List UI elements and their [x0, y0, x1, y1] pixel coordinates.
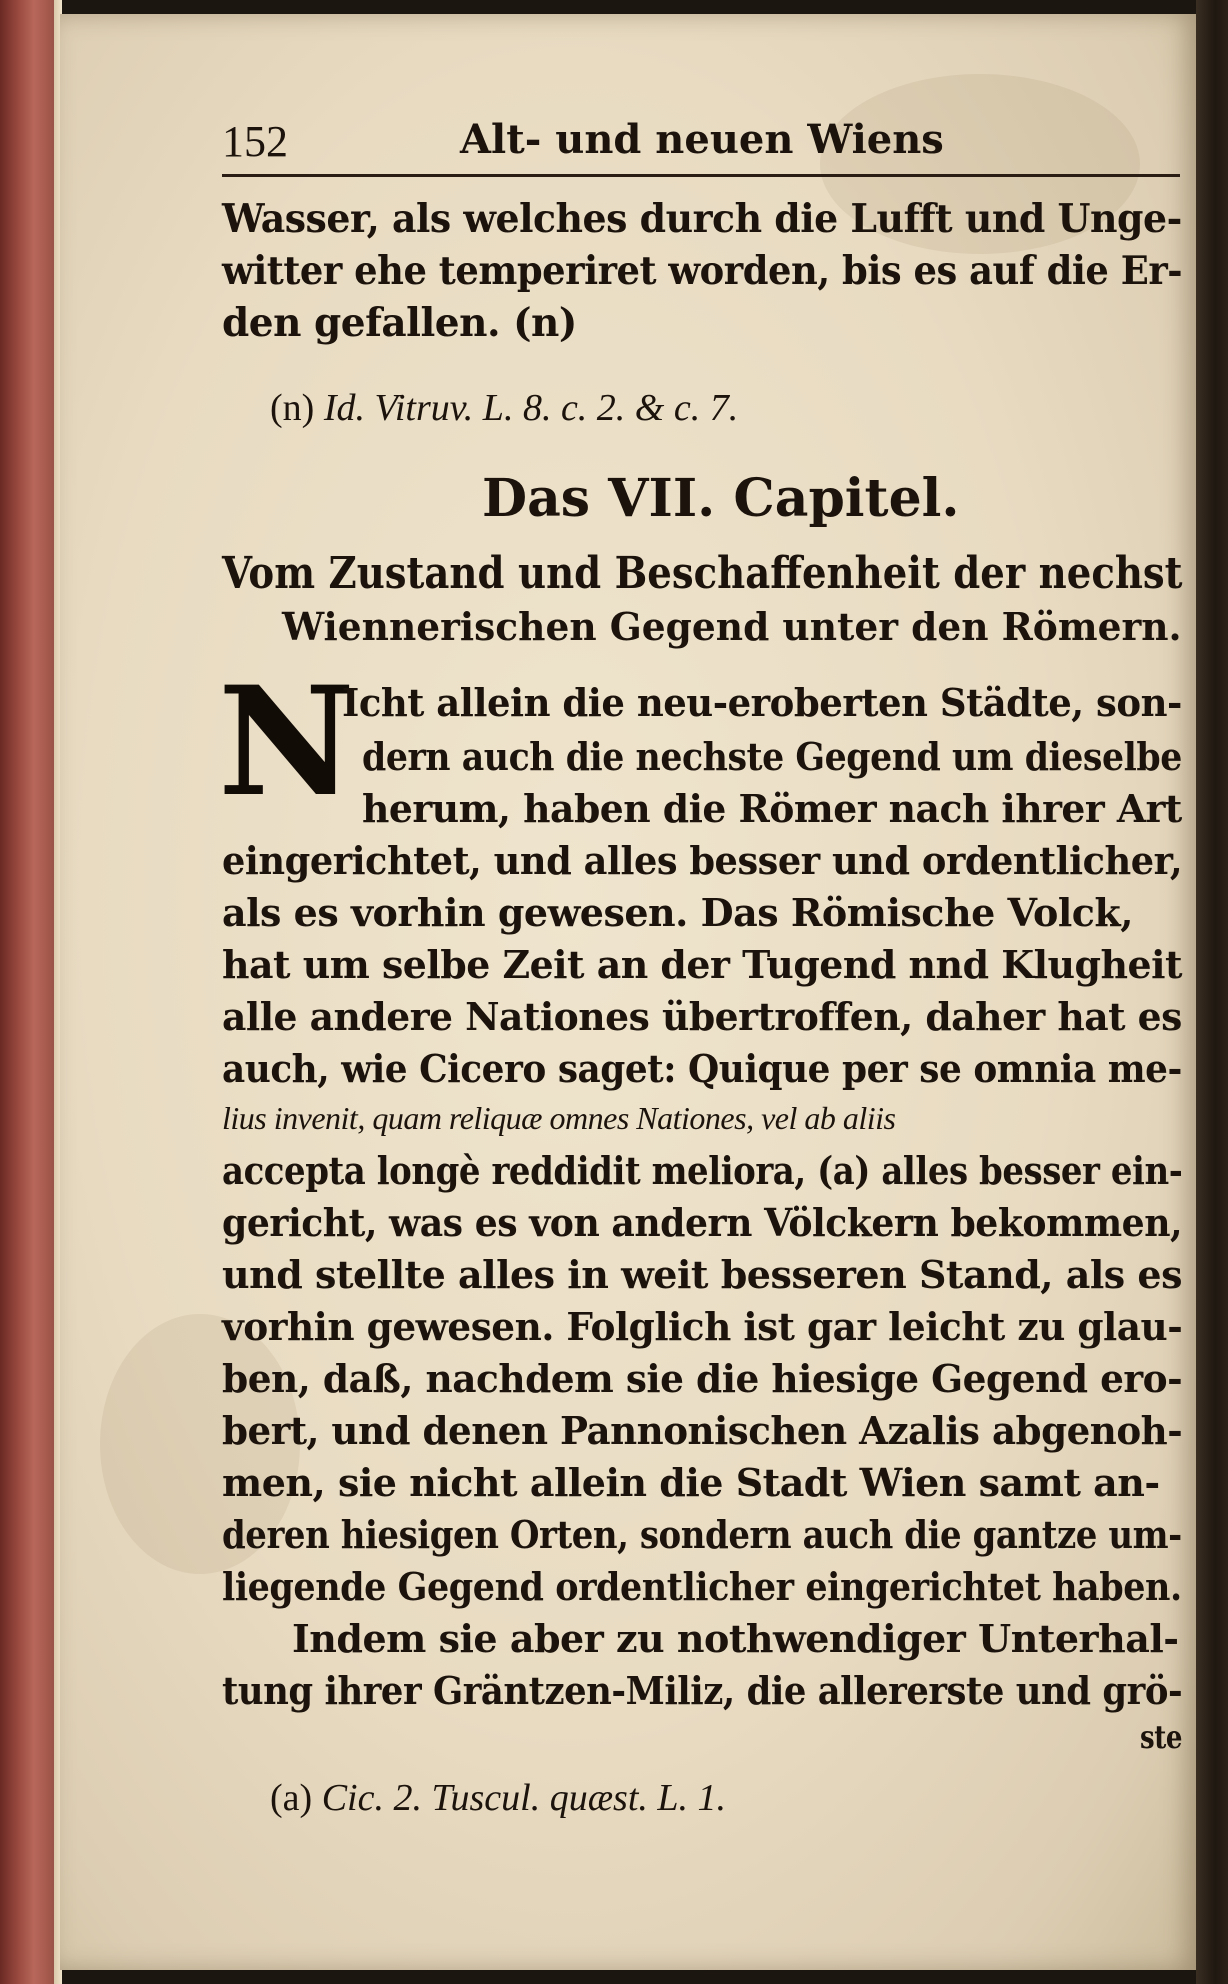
running-head	[222, 116, 1182, 176]
text-line: Wasser, als welches durch die Lufft und Unge-	[222, 196, 1182, 242]
text-line: hat um selbe Zeit an der Tugend nnd Klugheit	[222, 942, 1182, 987]
chapter-subtitle-line-1: Vom Zustand und Beschaffenheit der nechst	[222, 548, 1183, 599]
text-line: gericht, was es von andern Völckern bekommen,	[222, 1200, 1183, 1245]
running-title: Alt- und neuen Wiens	[460, 116, 944, 163]
text-line: Indem sie aber zu nothwendiger Unterhal-	[292, 1616, 1179, 1661]
text-line: eingerichtet, und alles besser und ordentlicher,	[222, 838, 1183, 883]
chapter-title: Das VII. Capitel.	[482, 468, 960, 529]
text-line: dern auch die nechste Gegend um dieselbe	[362, 734, 1182, 779]
text-line: auch, wie Cicero saget: Quique per se omnia me-	[222, 1046, 1182, 1091]
footnote-text: Id. Vitruv. L. 8. c. 2. & c. 7.	[323, 387, 739, 429]
text-line: den gefallen. (n)	[222, 300, 577, 346]
page-number: 152	[222, 117, 288, 166]
page-edge	[0, 0, 62, 1984]
footnote-n	[270, 386, 738, 430]
footnote-text: Cic. 2. Tuscul. quæst. L. 1.	[321, 1777, 727, 1819]
text-line: accepta longè reddidit meliora, (a) alles besser ein-	[222, 1148, 1183, 1193]
footnote-a	[270, 1776, 726, 1820]
text-line: und stellte alles in weit besseren Stand, als es	[222, 1252, 1182, 1297]
book-gutter	[1196, 0, 1228, 1984]
text-line: ben, daß, nachdem sie die hiesige Gegend ero-	[222, 1356, 1183, 1401]
text-line: liegende Gegend ordentlicher eingerichtet haben.	[222, 1564, 1182, 1609]
footnote-mark: (n)	[270, 387, 315, 429]
text-line: herum, haben die Römer nach ihrer Art	[362, 786, 1182, 831]
drop-cap-initial: N	[218, 654, 356, 830]
text-line: tung ihrer Gräntzen-Miliz, die allererste und grö-	[222, 1668, 1183, 1713]
text-line: witter ehe temperiret worden, bis es auf die Er-	[222, 248, 1183, 294]
text-line: vorhin gewesen. Folglich ist gar leicht zu glau-	[222, 1304, 1183, 1349]
text-line: Icht allein die neu-eroberten Städte, son-	[342, 680, 1182, 725]
text-line: men, sie nicht allein die Stadt Wien samt an-	[222, 1460, 1160, 1505]
chapter-subtitle-line-2: Wiennerischen Gegend unter den Römern.	[282, 604, 1182, 649]
header-rule	[222, 174, 1180, 177]
footnote-mark: (a)	[270, 1777, 313, 1819]
text-line: als es vorhin gewesen. Das Römische Volck,	[222, 890, 1133, 935]
catchword: ste	[1140, 1718, 1182, 1756]
text-line: alle andere Nationes übertroffen, daher hat es	[222, 994, 1182, 1039]
text-line: bert, und denen Pannonischen Azalis abgenoh-	[222, 1408, 1183, 1453]
text-line: deren hiesigen Orten, sondern auch die gantze um-	[222, 1512, 1182, 1557]
latin-quote-line: lius invenit, quam reliquæ omnes Nationes, vel ab aliis	[222, 1100, 896, 1136]
